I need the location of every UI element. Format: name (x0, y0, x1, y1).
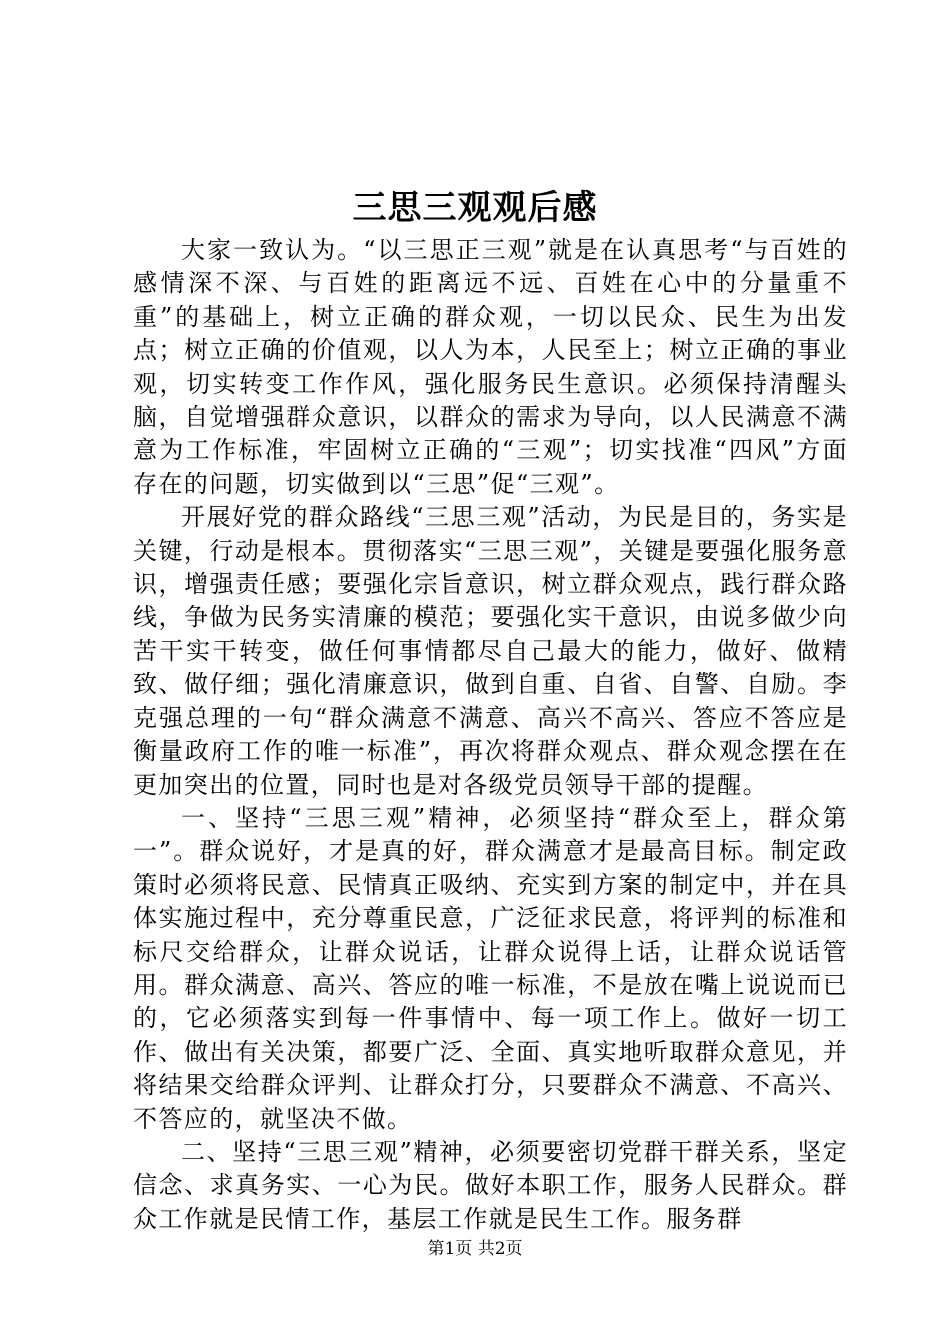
paragraph-4: 二、坚持“三思三观”精神，必须要密切党群干群关系，坚定信念、求真务实、一心为民。做好本职工作，服务人民群众。群众工作就是民情工作，基层工作就是民生工作。服务群 (133, 1137, 848, 1233)
paragraph-1: 大家一致认为。“以三思正三观”就是在认真思考“与百姓的感情深不深、与百姓的距离远不远、百姓在心中的分量重不重”的基础上，树立正确的群众观，一切以民众、民生为出发点；树立正确的价值观，以人为本，人民至上；树立正确的事业观，切实转变工作作风，强化服务民生意识。必须保持清醒头脑，自觉增强群众意识，以群众的需求为导向，以人民满意不满意为工作标准，牢固树立正确的“三观”；切实找准“四风”方面存在的问题，切实做到以“三思”促“三观”。 (133, 236, 848, 498)
page-footer: 第1页 共2页 (427, 1239, 523, 1259)
paragraph-3: 一、坚持“三思三观”精神，必须坚持“群众至上，群众第一”。群众说好，才是真的好，群众满意才是最高目标。制定政策时必须将民意、民情真正吸纳、充实到方案的制定中，并在具体实施过程中，充分尊重民意，广泛征求民意，将评判的标准和标尺交给群众，让群众说话，让群众说得上话，让群众说话管用。群众满意、高兴、答应的唯一标准，不是放在嘴上说说而已的，它必须落实到每一件事情中、每一项工作上。做好一切工作、做出有关决策，都要广泛、全面、真实地听取群众意见，并将结果交给群众评判、让群众打分，只要群众不满意、不高兴、不答应的，就坚决不做。 (133, 803, 848, 1133)
paragraph-2: 开展好党的群众路线“三思三观”活动，为民是目的，务实是关键，行动是根本。贯彻落实“三思三观”，关键是要强化服务意识，增强责任感；要强化宗旨意识，树立群众观点，践行群众路线，争做为民务实清廉的模范；要强化实干意识，由说多做少向苦干实干转变，做任何事情都尽自己最大的能力，做好、做精致、做仔细；强化清廉意识，做到自重、自省、自警、自励。李克强总理的一句“群众满意不满意、高兴不高兴、答应不答应是衡量政府工作的唯一标准”，再次将群众观点、群众观念摆在在更加突出的位置，同时也是对各级党员领导干部的提醒。 (133, 503, 848, 799)
document-body (133, 234, 848, 1236)
page-title: 三思三观观后感 (352, 188, 598, 228)
